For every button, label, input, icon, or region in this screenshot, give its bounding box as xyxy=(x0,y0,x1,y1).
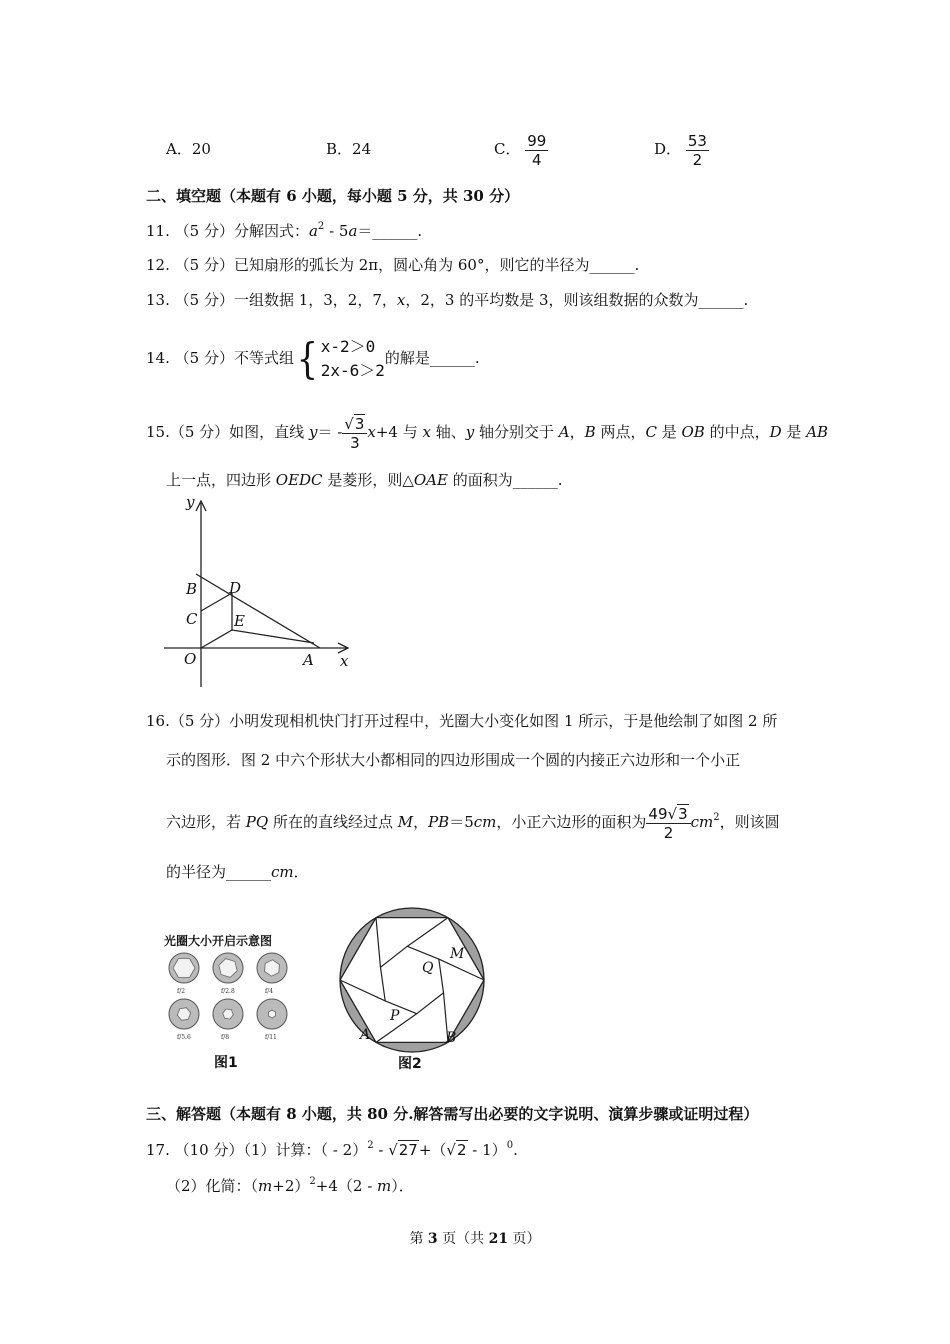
fraction-area: $\frac{49√3}{2}$ xyxy=(646,805,690,842)
fstop-label: f/5.6 xyxy=(177,1034,191,1041)
fraction: $\frac{53}{2}$ xyxy=(687,131,707,169)
aperture-icons xyxy=(160,952,300,1052)
question-15-line-2: 上一点，四边形 OEDC 是菱形，则△OAE 的面积为______. xyxy=(166,471,563,489)
label-B: B xyxy=(186,580,198,598)
question-12: 12. （5 分）已知扇形的弧长为 2π，圆心角为 60°，则它的半径为______. xyxy=(146,256,640,274)
label-x: x xyxy=(340,652,349,670)
inequality-system: { x-2＞0 2x-6＞2 xyxy=(296,334,385,383)
label-D: D xyxy=(229,579,242,597)
question-16-line-1: 16.（5 分）小明发现相机快门打开过程中，光圈大小变化如图 1 所示，于是他绘制了如图 2 所 xyxy=(146,712,778,730)
q10-option-d: D． $\frac{53}{2}$ xyxy=(654,131,707,169)
figure-2-hexagon-circle xyxy=(330,900,500,1080)
label-Q: Q xyxy=(422,960,434,976)
fstop-label: f/11 xyxy=(265,1034,277,1041)
fraction: $\frac{√3}{3}$ xyxy=(342,415,367,452)
fstop-label: f/2.8 xyxy=(221,988,235,995)
label-C: C xyxy=(186,610,198,628)
figure-2-caption: 图2 xyxy=(398,1056,422,1072)
figure-1-aperture xyxy=(160,930,300,1075)
question-14: 14. （5 分）不等式组 { x-2＞0 2x-6＞2 的解是______. xyxy=(146,334,480,383)
label-O: O xyxy=(184,650,197,668)
fstop-label: f/2 xyxy=(177,988,186,995)
segment-CD xyxy=(201,593,232,611)
question-16-line-3: 六边形，若 PQ 所在的直线经过点 M，PB＝5cm，小正六边形的面积为 $\frac{49√3}{2}$ $cm^2$，则该圆 xyxy=(166,804,780,842)
q10-option-b: B．24 xyxy=(326,140,372,158)
fstop-label: f/8 xyxy=(221,1034,230,1041)
section-2-title: 二、填空题（本题有 6 小题，每小题 5 分，共 30 分） xyxy=(146,187,520,205)
figure-1-caption: 图1 xyxy=(214,1055,238,1071)
fraction: $\frac{99}{4}$ xyxy=(527,131,547,169)
question-16-line-4: 的半径为______cm． xyxy=(166,863,309,881)
question-17-part-2: （2）化简：$(m+2)^2+4(2 - m)$． xyxy=(166,1176,414,1195)
segment-OE xyxy=(201,630,232,648)
label-A: A xyxy=(303,651,314,669)
label-E: E xyxy=(234,612,245,630)
label-y: y xyxy=(186,495,195,511)
label-B: B xyxy=(446,1030,457,1046)
fstop-label: f/4 xyxy=(265,988,274,995)
figure-1-title: 光圈大小开启示意图 xyxy=(164,934,273,948)
label-M: M xyxy=(450,946,465,962)
question-15-line-1: 15.（5 分）如图，直线 y＝ - $\frac{√3}{3}$ x+4 与 x 轴、y 轴分别交于 A，B 两点，C 是 OB 的中点，D 是 AB xyxy=(146,414,829,452)
aperture-opening xyxy=(268,1010,275,1018)
figure-q15-coordinate-graph xyxy=(160,495,360,690)
line-AB xyxy=(196,574,320,648)
question-11: 11. （5 分）分解因式：$a^2$ - 5a＝______. xyxy=(146,221,423,240)
label-A: A xyxy=(360,1027,371,1043)
question-13: 13. （5 分）一组数据 1，3，2，7，x，2，3 的平均数是 3，则该组数据的众数为______. xyxy=(146,291,749,309)
question-16-line-2: 示的图形．图 2 中六个形状大小都相同的四边形围成一个圆的内接正六边形和一个小正 xyxy=(166,751,741,769)
q10-option-c: C． $\frac{99}{4}$ xyxy=(494,131,547,169)
q10-option-a: A．20 xyxy=(166,140,211,158)
section-3-title: 三、解答题（本题有 8 小题，共 80 分.解答需写出必要的文字说明、演算步骤或证明过程） xyxy=(146,1105,759,1123)
question-17-part-1: 17. （10 分）（1）计算：（ - 2）$^2$ - √27+（√2 - 1）$^0$. xyxy=(146,1140,518,1159)
page-footer: 第 3 页（共 21 页） xyxy=(409,1231,541,1247)
label-P: P xyxy=(390,1008,400,1024)
